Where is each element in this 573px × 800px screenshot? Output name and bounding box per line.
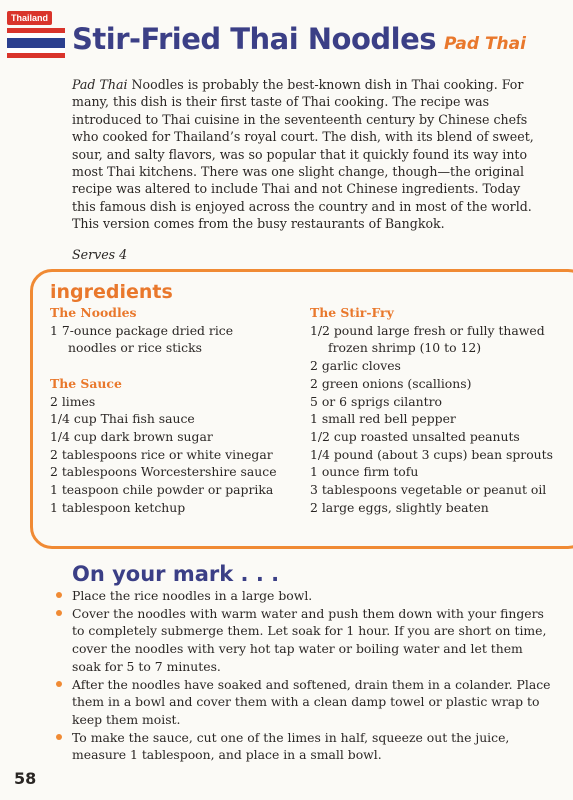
ingredient-item: 3 tablespoons vegetable or peanut oil: [310, 482, 547, 498]
bullet-icon: [56, 681, 62, 687]
step-item: [54, 587, 554, 605]
country-label: Thailand: [7, 11, 52, 25]
ingredients-left-column: [50, 304, 312, 516]
page-number: 58: [14, 769, 37, 788]
step-text: Cover the noodles with warm water and push them down with your fingers to completely submerge them. Let soak for 1 hour. If you are short on time, cover the noodles with very hot tap water or boiling water and let them soak for 5 to 7 minutes.: [72, 605, 547, 674]
bullet-icon: [56, 610, 62, 616]
ingredient-item: 1 ounce firm tofu: [310, 464, 419, 480]
intro-paragraph: [72, 76, 544, 233]
sauce-heading: The Sauce: [50, 375, 122, 391]
stirfry-heading: The Stir-Fry: [310, 305, 394, 320]
country-flag-block: [7, 6, 65, 58]
step-text: After the noodles have soaked and softened, drain them in a colander. Place them in a bowl and cover them with a clean damp towel or plastic wrap to keep them moist.: [72, 676, 551, 727]
recipe-title: [72, 22, 526, 56]
ingredient-item: 2 limes: [50, 393, 96, 409]
step-text: To make the sauce, cut one of the limes in half, squeeze out the juice, measure 1 tablespoon, and place in a small bowl.: [72, 729, 510, 763]
ingredient-item: 2 large eggs, slightly beaten: [310, 499, 489, 515]
step-text: Place the rice noodles in a large bowl.: [72, 588, 313, 603]
on-your-mark-title: On your mark . . .: [72, 562, 280, 586]
step-item: [54, 605, 554, 676]
ingredients-right-column: [310, 304, 573, 516]
noodles-heading: The Noodles: [50, 305, 137, 320]
ingredient-item: 1/4 pound (about 3 cups) bean sprouts: [310, 446, 553, 462]
step-item: [54, 676, 554, 729]
recipe-subtitle: Pad Thai: [444, 34, 526, 54]
instruction-steps: [54, 587, 554, 764]
ingredient-item: 1 teaspoon chile powder or paprika: [50, 482, 274, 498]
ingredient-item: 2 garlic cloves: [310, 358, 401, 374]
ingredient-item: 1/4 cup Thai fish sauce: [50, 411, 195, 427]
ingredient-item: 1 tablespoon ketchup: [50, 499, 186, 515]
ingredient-item: 2 tablespoons rice or white vinegar: [50, 446, 273, 462]
flag-stripe: [7, 38, 65, 48]
ingredient-item: 2 green onions (scallions): [310, 375, 472, 391]
title-text: Stir-Fried Thai Noodles: [72, 22, 437, 56]
ingredient-item: 5 or 6 sprigs cilantro: [310, 393, 442, 409]
intro-lead: Pad Thai: [72, 77, 128, 92]
intro-text: Noodles is probably the best-known dish in Thai cooking. For many, this dish is their first taste of Thai cooking. The recipe was introduced to Thai cuisine in the seventeenth century by Chinese chefs who cooked for Thailand’s royal court. The dish, with its blend of sweet, sour, and salty flavors, was so popular that it quickly found its way into most Thai kitchens. There was one slight change, though—the original recipe was altered to include Thai and not Chinese ingredients. Today this famous dish is enjoyed across the country and in most of the world. This version comes from the busy restaurants of Bangkok.: [72, 77, 534, 232]
thailand-flag-icon: [7, 28, 65, 58]
serves-label: Serves 4: [72, 247, 128, 262]
flag-stripe: [7, 53, 65, 58]
ingredient-item: 1 small red bell pepper: [310, 411, 456, 427]
ingredient-item: 1/4 cup dark brown sugar: [50, 428, 213, 444]
ingredients-title: ingredients: [50, 281, 173, 303]
ingredient-item: 1/2 pound large fresh or fully thawed frozen shrimp (10 to 12): [310, 322, 545, 356]
step-item: [54, 729, 554, 764]
bullet-icon: [56, 734, 62, 740]
ingredient-item: 1 7-ounce package dried rice noodles or rice sticks: [50, 322, 234, 356]
ingredient-item: 2 tablespoons Worcestershire sauce: [50, 464, 277, 480]
ingredient-item: 1/2 cup roasted unsalted peanuts: [310, 428, 520, 444]
bullet-icon: [56, 592, 62, 598]
